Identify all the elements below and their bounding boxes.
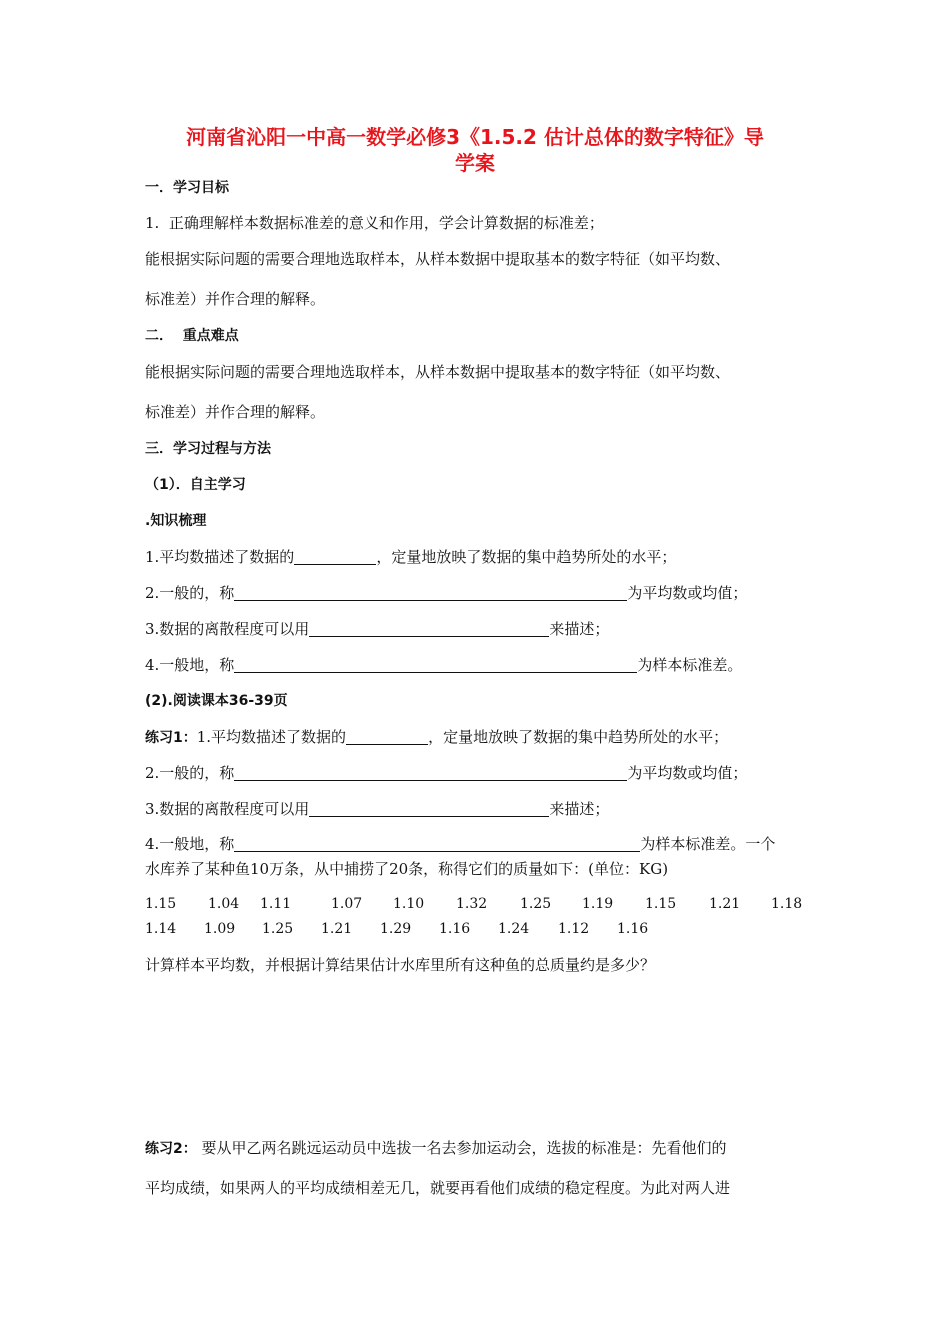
exercise1-q1-blank[interactable] [346,728,428,745]
review-q2-prefix: 2.一般的，称 [145,584,235,602]
exercise2-text1: 要从甲乙两名跳远运动员中选拔一名去参加运动会，选拔的标准是：先看他们的 [196,1139,727,1157]
fish-weight: 1.25 [262,921,294,937]
exercise2-line2: 平均成绩，如果两人的平均成绩相差无几，就要再看他们成绩的稳定程度。为此对两人进 [145,1179,731,1197]
fish-weight: 1.21 [709,896,741,912]
self-study-heading: （1）．自主学习 [145,477,246,493]
fish-weight: 1.32 [456,896,488,912]
exercise1-q4 [145,834,775,854]
exercise1-problem-line2: 水库养了某种鱼10万条，从中捕捞了20条，称得它们的质量如下：(单位：KG) [145,860,669,878]
fish-weight: 1.16 [439,921,471,937]
review-q4-prefix: 4.一般地，称 [145,656,235,674]
fish-weight: 1.07 [331,896,363,912]
exercise1-q3-blank[interactable] [309,800,549,817]
review-q2-suffix: 为平均数或均值； [627,584,748,602]
exercise1-q3-suffix: 来描述； [549,800,610,818]
exercise1-q4-blank[interactable] [234,835,640,852]
exercise1-label: 练习1： [145,730,197,746]
review-q3-prefix: 3.数据的离散程度可以用 [145,620,310,638]
exercise1-q3-prefix: 3.数据的离散程度可以用 [145,800,310,818]
fish-weight: 1.14 [145,921,177,937]
fish-weight: 1.11 [260,896,292,912]
fish-weight: 1.09 [204,921,236,937]
exercise1-q3 [145,799,609,819]
exercise1-question: 计算样本平均数，并根据计算结果估计水库里所有这种鱼的总质量约是多少？ [145,956,656,974]
fish-weight: 1.04 [208,896,240,912]
fish-weight: 1.24 [498,921,530,937]
reading-heading: (2).阅读课本36-39页 [145,693,288,709]
exercise1-q2-prefix: 2.一般的，称 [145,764,235,782]
exercise1-q1-suffix: ，定量地放映了数据的集中趋势所处的水平； [428,728,729,746]
exercise1-q1-prefix: 1.平均数描述了数据的 [196,728,347,746]
review-q1-blank[interactable] [294,548,376,565]
review-q4 [145,655,742,675]
review-q2-blank[interactable] [234,584,627,601]
document-title-line1: 河南省沁阳一中高一数学必修3《1.5.2 估计总体的数字特征》导 [186,125,764,149]
fish-weight: 1.10 [393,896,425,912]
review-q3-blank[interactable] [309,620,549,637]
objective-item2-cont: 标准差）并作合理的解释。 [145,290,326,308]
section3-heading: 三．学习过程与方法 [145,441,271,457]
fish-weight: 1.21 [321,921,353,937]
review-q4-suffix: 为样本标准差。 [637,656,743,674]
review-q1 [145,547,676,567]
exercise2-line1 [145,1138,727,1159]
review-q2 [145,583,747,603]
document-title-line2: 学案 [455,151,495,175]
review-q1-prefix: 1.平均数描述了数据的 [145,548,295,566]
exercise1-q4-suffix: 为样本标准差。一个 [640,835,776,853]
exercise1-q1 [145,727,728,748]
fish-weight: 1.29 [380,921,412,937]
knowledge-review-heading: .知识梳理 [145,513,207,529]
fish-weight: 1.19 [582,896,614,912]
exercise2-label: 练习2： [145,1141,197,1157]
review-q3 [145,619,609,639]
objective-item1: 1. 正确理解样本数据标准差的意义和作用，学会计算数据的标准差； [145,214,604,232]
keypoints-text1: 能根据实际问题的需要合理地选取样本，从样本数据中提取基本的数字特征（如平均数、 [145,363,731,381]
section2-heading: 二． 重点难点 [145,328,239,344]
exercise1-q2-suffix: 为平均数或均值； [627,764,748,782]
exercise1-q2-blank[interactable] [234,764,627,781]
fish-weight: 1.18 [771,896,803,912]
objective-item2: 能根据实际问题的需要合理地选取样本，从样本数据中提取基本的数字特征（如平均数、 [145,250,731,268]
review-q1-suffix: ，定量地放映了数据的集中趋势所处的水平； [376,548,677,566]
fish-weight: 1.15 [645,896,677,912]
fish-weight: 1.15 [145,896,177,912]
keypoints-text2: 标准差）并作合理的解释。 [145,403,326,421]
section1-heading: 一．学习目标 [145,180,229,196]
review-q3-suffix: 来描述； [549,620,610,638]
fish-weight: 1.16 [617,921,649,937]
exercise1-q4-prefix: 4.一般地，称 [145,835,235,853]
fish-weight: 1.25 [520,896,552,912]
review-q4-blank[interactable] [234,656,637,673]
fish-weight: 1.12 [558,921,590,937]
exercise1-q2 [145,763,747,783]
